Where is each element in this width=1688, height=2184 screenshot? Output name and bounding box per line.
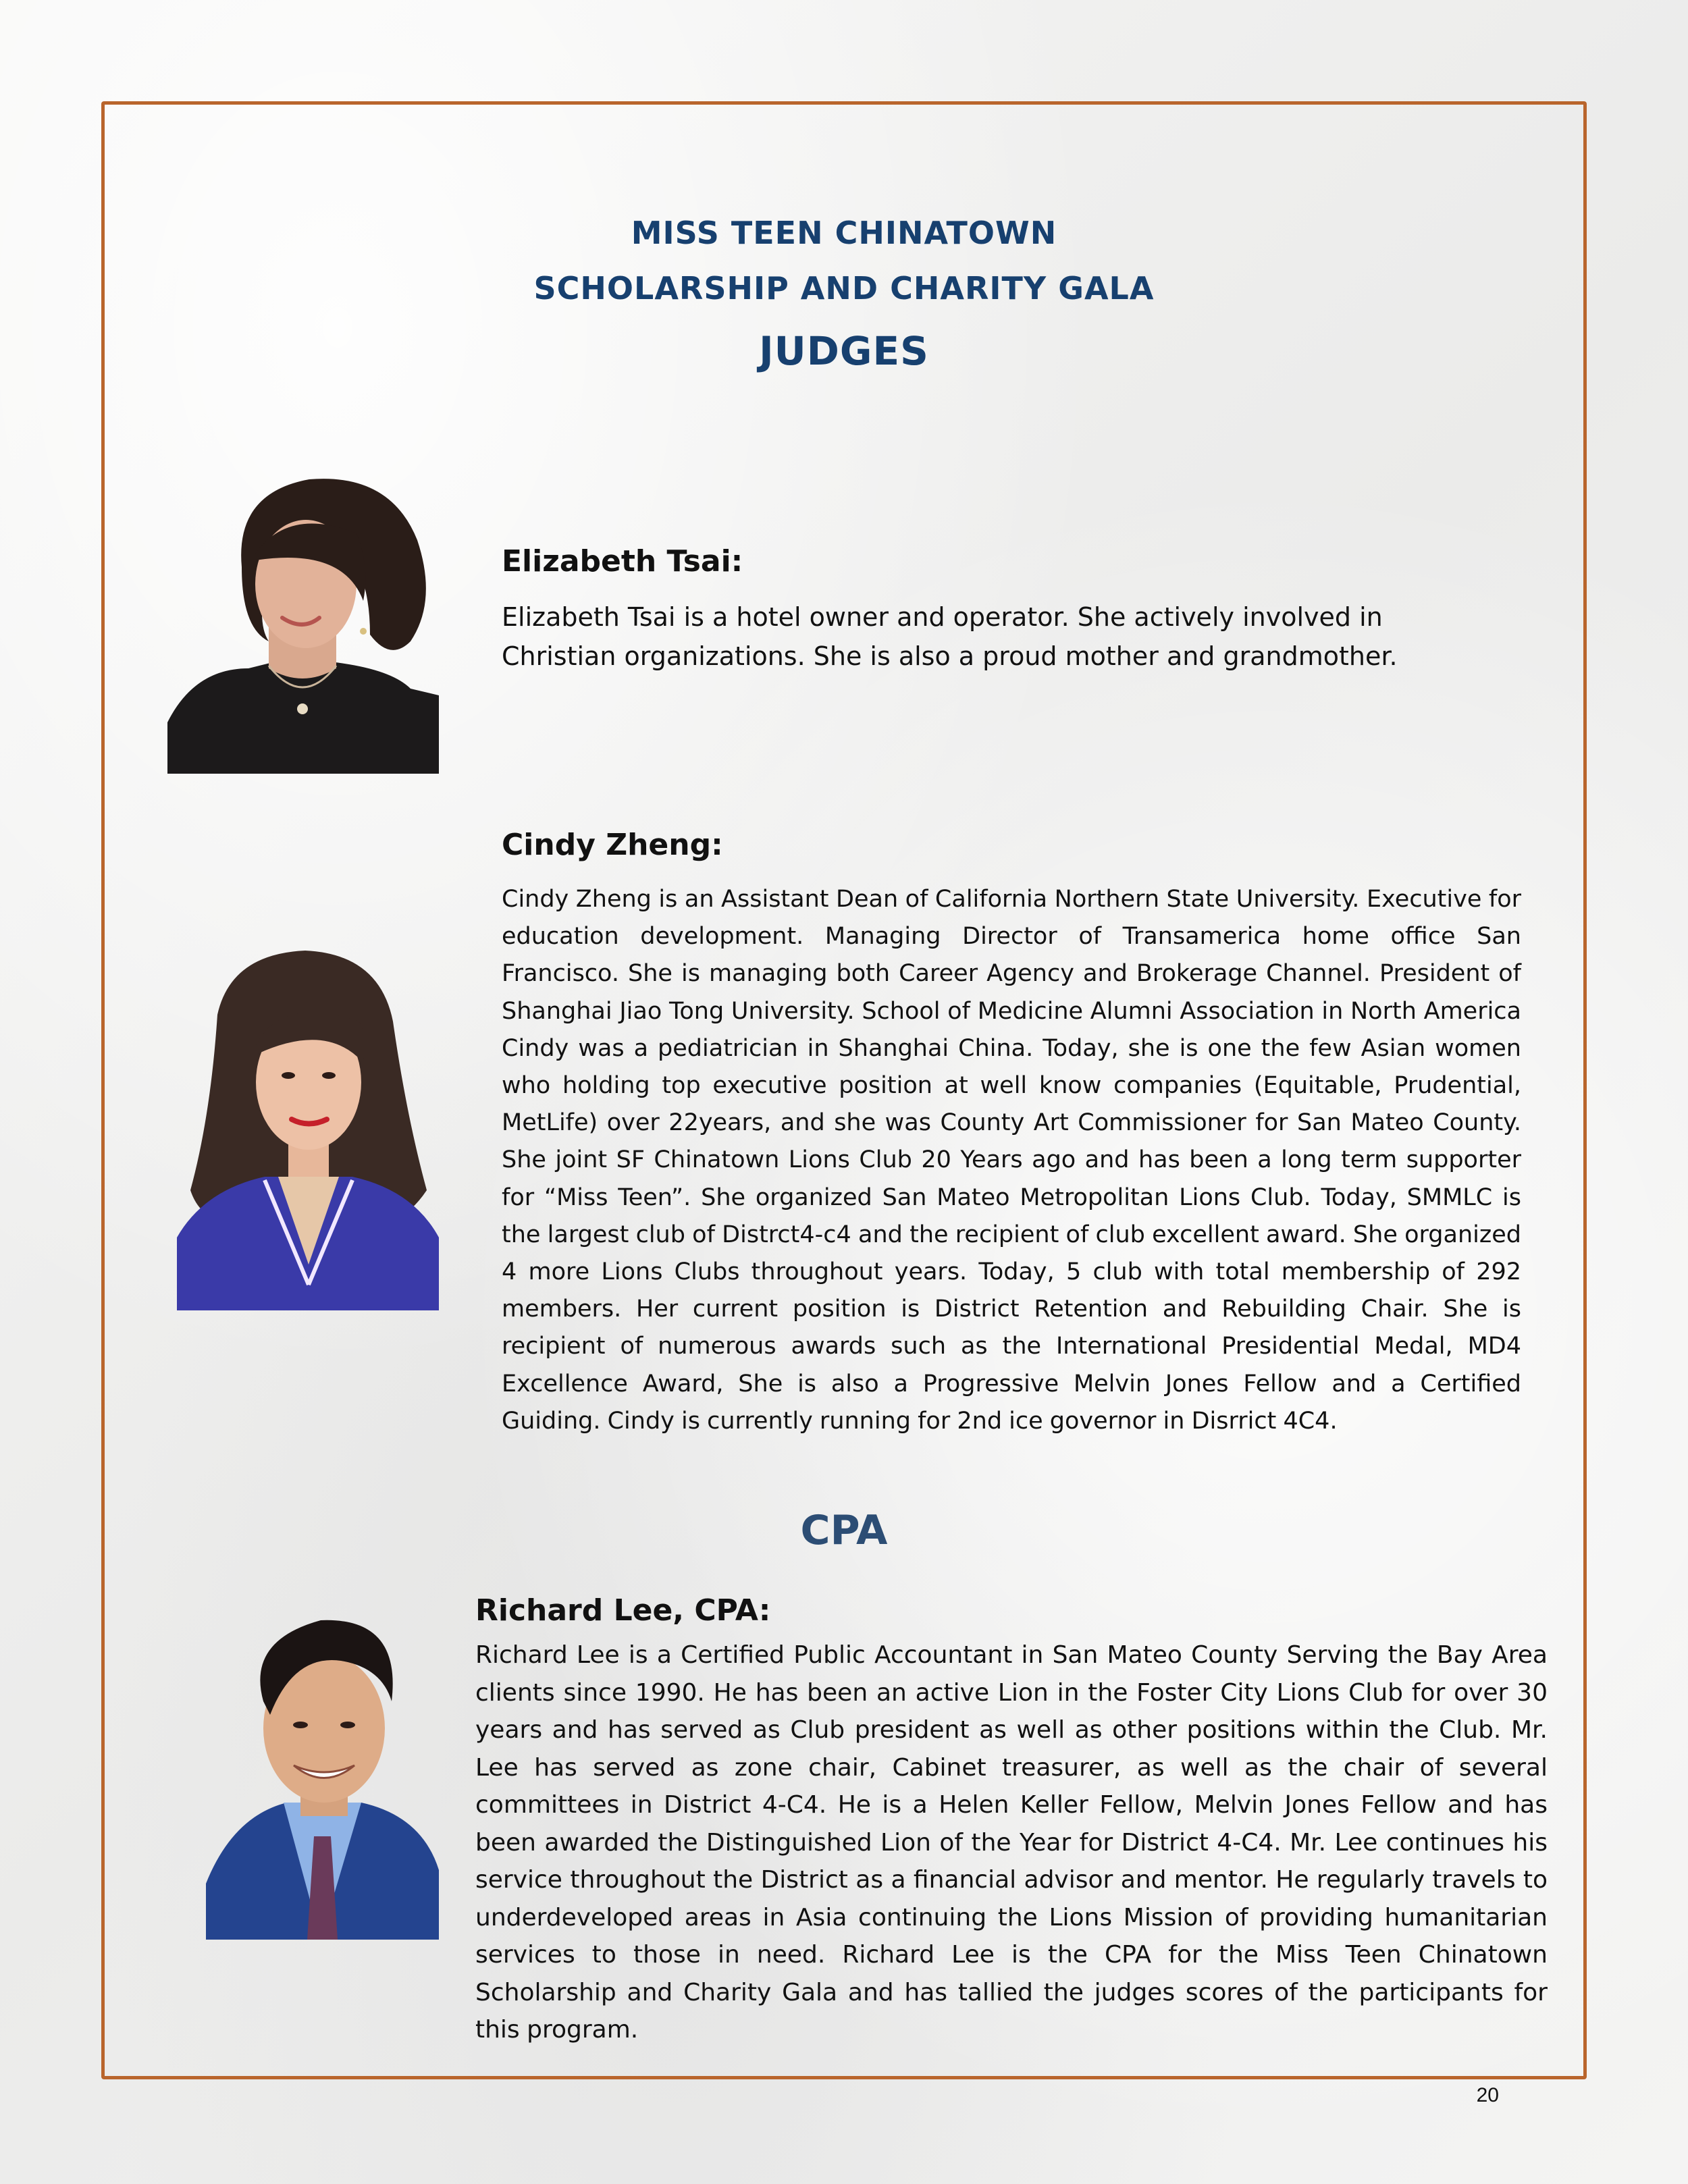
- elizabeth-tsai-photo: [167, 466, 439, 774]
- judge-name-cindy-zheng: Cindy Zheng:: [502, 828, 723, 862]
- judge-bio-cindy-zheng: Cindy Zheng is an Assistant Dean of California Northern State University. Executive for education development. Managing Director of Transamerica home office San Francisco. She is managing both Career Agency and Brokerage Channel. President of Shanghai Jiao Tong University. School of Medicine Alumni Association in North America Cindy was a pediatrician in Shanghai China. Today, she is one the few Asian women who holding top executive position at well know companies (Equitable, Prudential, MetLife) over 22years, and she was County Art Commissioner for San Mateo County. She joint SF Chinatown Lions Club 20 Years ago and has been a long term supporter for “Miss Teen”. She organized San Mateo Metropolitan Lions Club. Today, SMMLC is the largest club of Distrct4-c4 and the recipient of club excellent award. She organized 4 more Lions Clubs throughout years. Today, 5 club with total membership of 292 members. Her current position is District Retention and Rebuilding Chair. She is recipient of numerous awards such as the International Presidential Medal, MD4 Excellence Award, She is also a Progressive Melvin Jones Fellow and a Certified Guiding. Cindy is currently running for 2nd ice governor in Disrrict 4C4.: [502, 886, 1521, 1435]
- cpa-name-richard-lee: Richard Lee, CPA:: [475, 1593, 771, 1628]
- page-number: 20: [1476, 2084, 1499, 2106]
- judge-name-elizabeth-tsai: Elizabeth Tsai:: [502, 544, 743, 579]
- title-line-1: MISS TEEN CHINATOWN: [631, 215, 1057, 251]
- cpa-bio-richard-lee: Richard Lee is a Certified Public Accountant in San Mateo County Serving the Bay Area clients since 1990. He has been an active Lion in the Foster City Lions Club for over 30 years and has served as Club president as well as other positions within the Club. Mr. Lee has served as zone chair, Cabinet treasurer, as well as the chair of several committees in District 4-C4. He is a Helen Keller Fellow, Melvin Jones Fellow and has been awarded the Distinguished Lion of the Year for District 4-C4. Mr. Lee continues his service throughout the District as a financial advisor and mentor. He regularly travels to underdeveloped areas in Asia continuing the Lions Mission of providing humanitarian services to those in need. Richard Lee is the CPA for the Miss Teen Chinatown Scholarship and Charity Gala and has tallied the judges scores of the participants for this program.: [475, 1641, 1548, 2044]
- title-line-2: SCHOLARSHIP AND CHARITY GALA: [533, 270, 1155, 307]
- judge-bio-elizabeth-tsai: Elizabeth Tsai is a hotel owner and operator. She actively involved in Christian organizations. She is also a proud mother and grandmother.: [502, 602, 1398, 671]
- richard-lee-photo: [206, 1614, 439, 1940]
- cpa-heading: CPA: [800, 1507, 888, 1554]
- cindy-zheng-photo: [177, 947, 439, 1310]
- judges-heading: JUDGES: [759, 328, 929, 374]
